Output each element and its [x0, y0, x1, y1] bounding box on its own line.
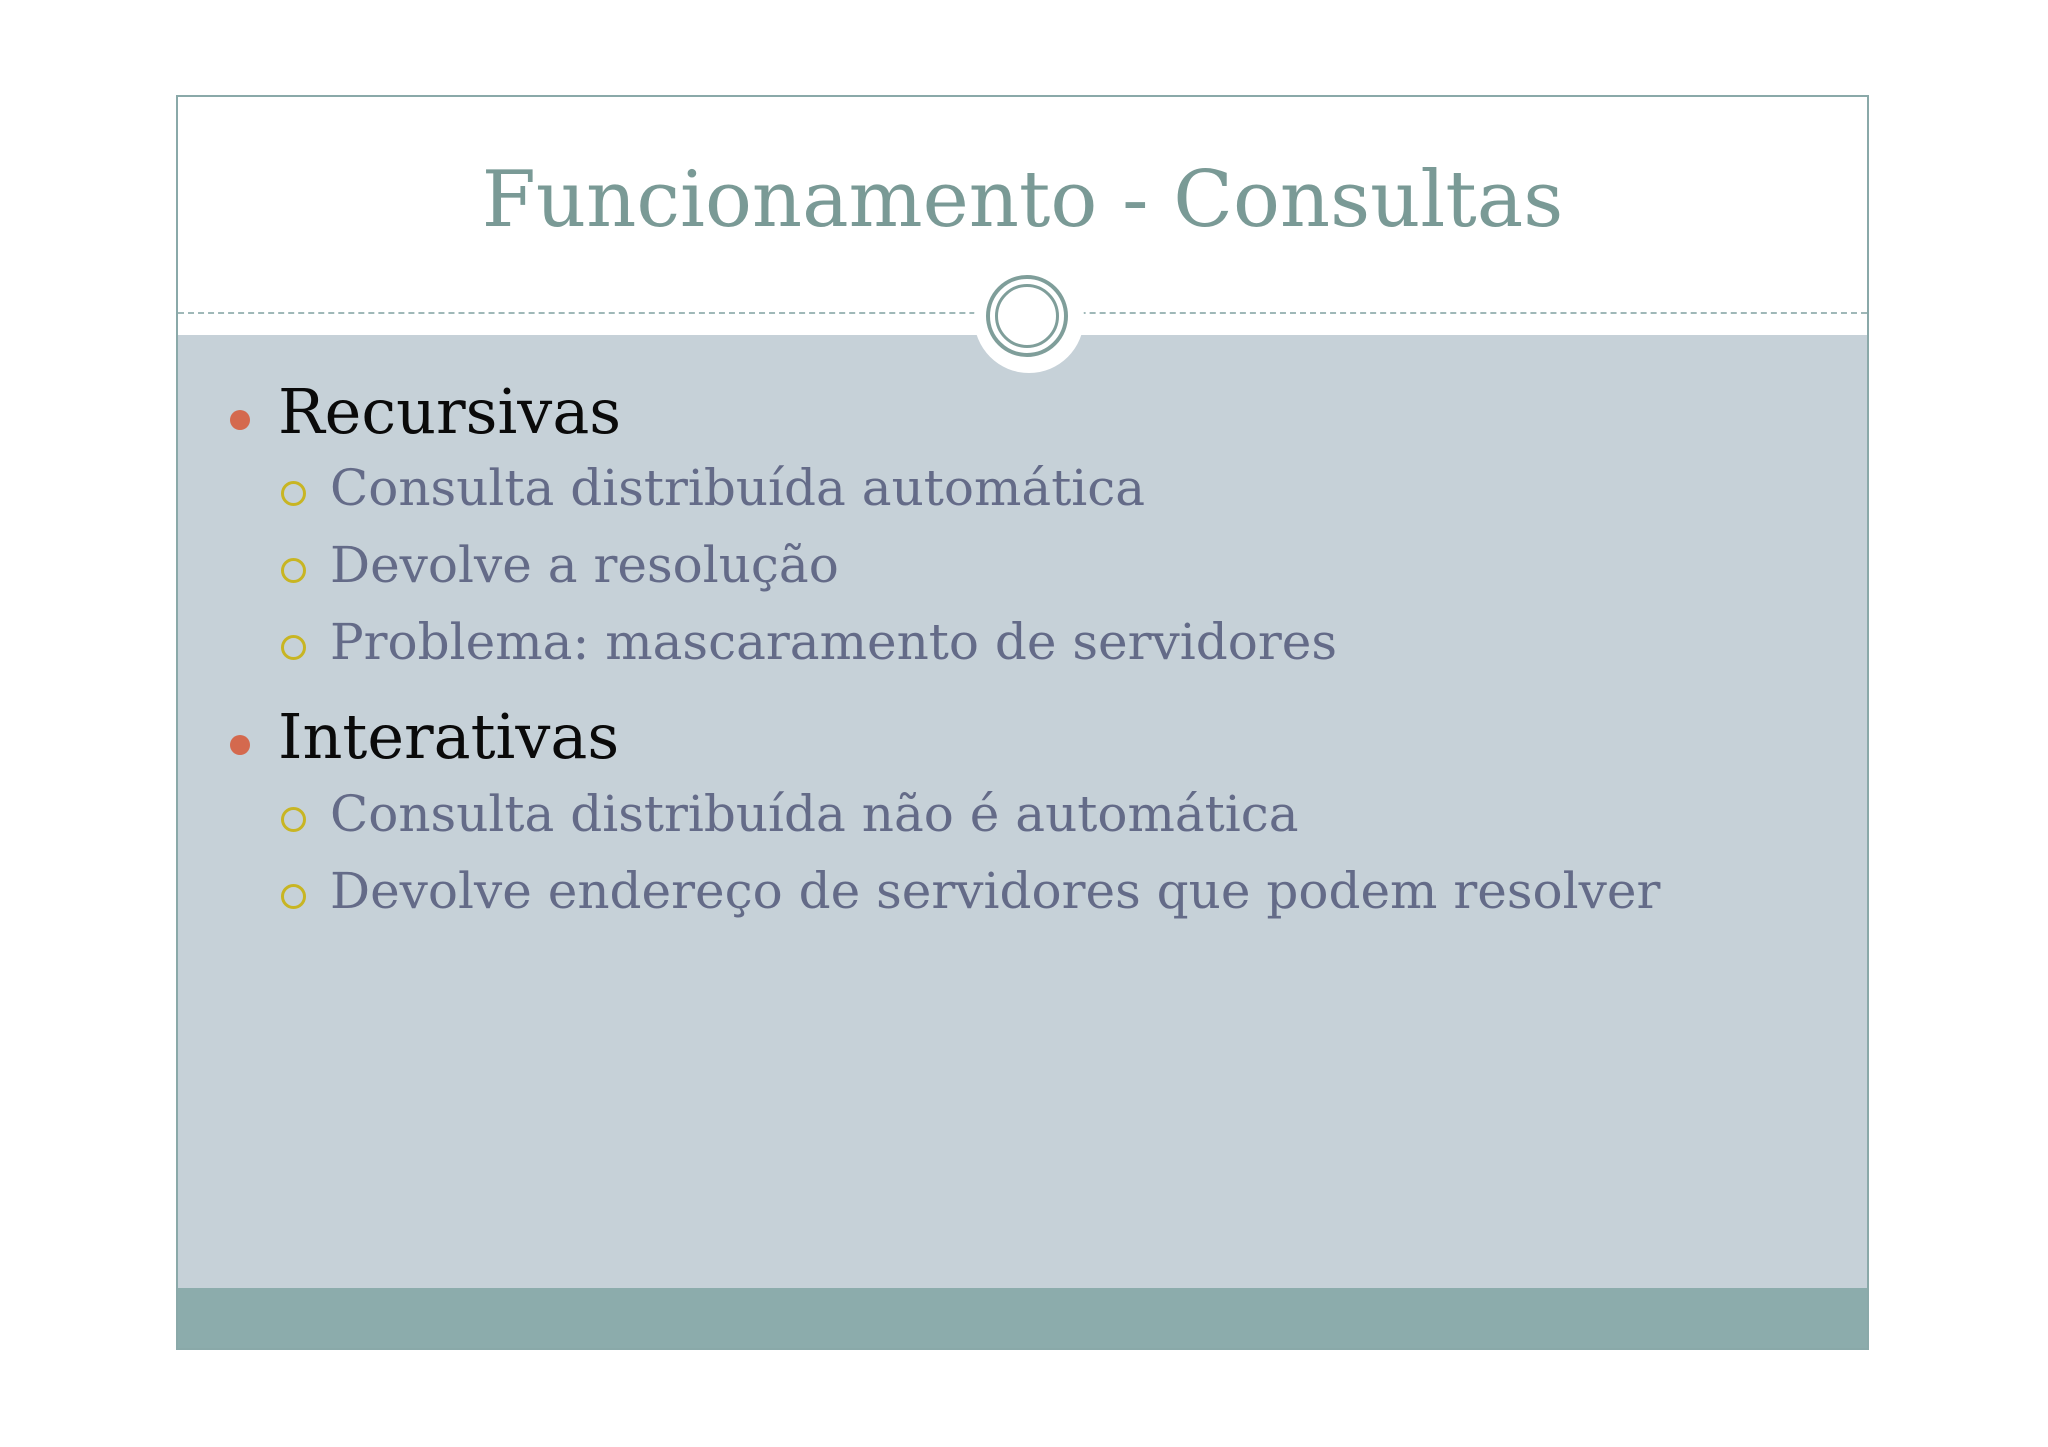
- sub-bullet-item: Consulta distribuída não é automática: [330, 785, 1299, 843]
- bullet-dot-icon: [230, 410, 250, 430]
- sub-bullet-ring-icon: [281, 884, 306, 909]
- title-ornament-circle-icon: [974, 263, 1084, 373]
- sub-bullet-ring-icon: [281, 558, 306, 583]
- sub-bullet-ring-icon: [281, 635, 306, 660]
- ornament-inner-ring: [995, 284, 1059, 348]
- sub-bullet-ring-icon: [281, 807, 306, 832]
- ornament-outer-ring: [986, 275, 1068, 357]
- sub-bullet-item: Devolve endereço de servidores que podem resolver: [330, 862, 1661, 920]
- sub-bullet-item: Problema: mascaramento de servidores: [330, 613, 1338, 671]
- slide: [176, 95, 1869, 1350]
- sub-bullet-ring-icon: [281, 481, 306, 506]
- bullet-item-recursivas: Recursivas: [278, 375, 622, 448]
- bullet-dot-icon: [230, 735, 250, 755]
- slide-title: Funcionamento - Consultas: [481, 155, 1564, 245]
- slide-content-area: [178, 335, 1867, 1290]
- sub-bullet-item: Devolve a resolução: [330, 536, 839, 594]
- slide-footer-band: [178, 1288, 1867, 1348]
- sub-bullet-item: Consulta distribuída automática: [330, 459, 1146, 517]
- bullet-item-interativas: Interativas: [278, 700, 620, 773]
